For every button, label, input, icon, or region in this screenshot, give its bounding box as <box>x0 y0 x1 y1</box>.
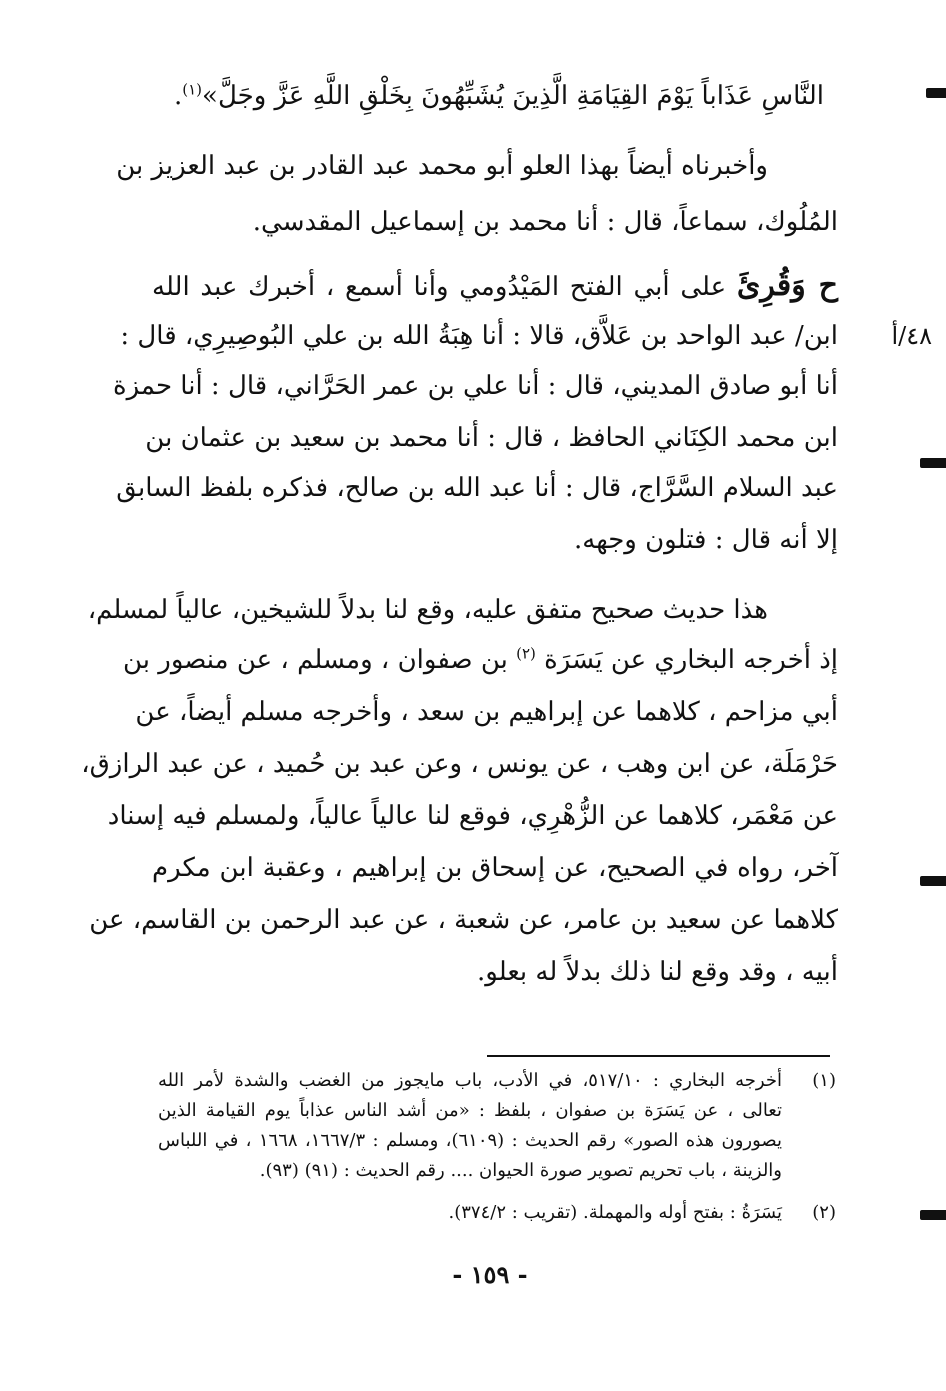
para-three-line-6: آخر، رواه في الصحيح، عن إسحاق بن إبراهيم ، وعقبة ابن مكرم <box>152 853 838 883</box>
opening-line <box>152 76 824 116</box>
para-two-line-6: إلا أنه قال : فتلون وجهه. <box>574 525 838 555</box>
para-three-line-1: هذا حديث صحيح متفق عليه، وقع لنا بدلاً للشيخين، عالياً لمسلم، <box>87 595 768 625</box>
para-two-first-rest: على أبي الفتح المَيْدُومي وأنا أسمع ، أخبرك عبد الله <box>152 272 727 302</box>
footnote-number-1: (١) <box>812 1070 836 1091</box>
qara-lead: ح وَقُرِئَ <box>736 268 839 303</box>
folio-marker: ٤٨/أ <box>891 322 932 350</box>
para-two-line-5: عبد السلام السَّرَّاج، قال : أنا عبد الله بن صالح، فذكره بلفظ السابق <box>116 473 838 503</box>
para-three-line-2 <box>122 640 838 680</box>
para-two-line-4: ابن محمد الكِنَاني الحافظ ، قال : أنا محمد بن سعيد بن عثمان بن <box>145 423 838 453</box>
footnote-ref-1[interactable]: (١) <box>182 80 203 99</box>
footnote-2-line-1: يَسَرَةُ : بفتح أوله والمهملة. (تقريب : ٣٧٤/٢). <box>448 1202 782 1223</box>
footnote-number-2: (٢) <box>812 1202 836 1223</box>
para-one-line-2: المُلُوك، سماعاً، قال : أنا محمد بن إسماعيل المقدسي. <box>252 207 838 237</box>
scan-edge-mark <box>926 88 946 98</box>
scan-edge-mark <box>920 876 946 886</box>
scan-edge-mark <box>920 458 946 468</box>
para-two-line-2: ابن/ عبد الواحد بن عَلاَّق، قالا : أنا هِبَةُ الله بن علي البُوصِيرِي، قال : <box>120 321 838 351</box>
footnote-ref-2[interactable]: (٢) <box>516 644 536 663</box>
para-three-line-7: كلاهما عن سعيد بن عامر، عن شعبة ، عن عبد الرحمن بن القاسم، عن <box>89 905 838 935</box>
para-three-line-4: حَرْمَلَة، عن ابن وهب ، عن يونس ، وعن عبد بن حُميد ، عن عبد الرازق، <box>81 749 838 779</box>
scan-edge-mark <box>920 1210 946 1220</box>
para-three-second-post: بن صفوان ، ومسلم ، عن منصور بن <box>122 645 508 675</box>
footnote-1-line-2: تعالى ، عن يَسَرَة بن صفوان ، بلفظ : «من أشد الناس عذاباً يوم القيامة الذين <box>158 1100 782 1121</box>
footnote-1-line-3: يصورون هذه الصور» رقم الحديث : (٦١٠٩)، ومسلم : ١٦٦٧/٣، ١٦٦٨ ، في اللباس <box>158 1130 783 1151</box>
para-two-line-3: أنا أبو صادق المديني، قال : أنا علي بن عمر الحَرَّاني، قال : أنا حمزة <box>112 371 838 401</box>
footnote-1-line-1: أخرجه البخاري : ٥١٧/١٠، في الأدب، باب مايجوز من الغضب والشدة لأمر الله <box>158 1070 782 1091</box>
para-three-second-pre: إذ أخرجه البخاري عن يَسَرَة <box>544 645 838 675</box>
page-number: - ١٥٩ - <box>452 1260 528 1289</box>
para-two-line-1 <box>152 266 838 307</box>
footnote-1-line-4: والزينة ، باب تحريم تصوير صورة الحيوان .... رقم الحديث : (٩١) (٩٣). <box>259 1160 782 1181</box>
para-three-line-8: أبيه ، وقد وقع لنا ذلك بدلاً له بعلو. <box>477 957 838 987</box>
opening-end: . <box>173 81 183 111</box>
para-three-line-5: عن مَعْمَر، كلاهما عن الزُّهْرِي، فوقع لنا عالياً عالياً، ولمسلم فيه إسناد <box>107 801 838 831</box>
opening-text: النَّاسِ عَذَاباً يَوْمَ القِيَامَةِ الَّذِينَ يُشَبِّهُونَ بِخَلْقِ اللَّهِ عَزَّ وجَلَّ» <box>202 81 824 111</box>
para-three-line-3: أبي مزاحم ، كلاهما عن إبراهيم بن سعد ، وأخرجه مسلم أيضاً، عن <box>135 697 838 727</box>
para-one-line-1: وأخبرناه أيضاً بهذا العلو أبو محمد عبد القادر بن عبد العزيز بن <box>116 151 768 181</box>
footnote-divider <box>487 1055 830 1057</box>
